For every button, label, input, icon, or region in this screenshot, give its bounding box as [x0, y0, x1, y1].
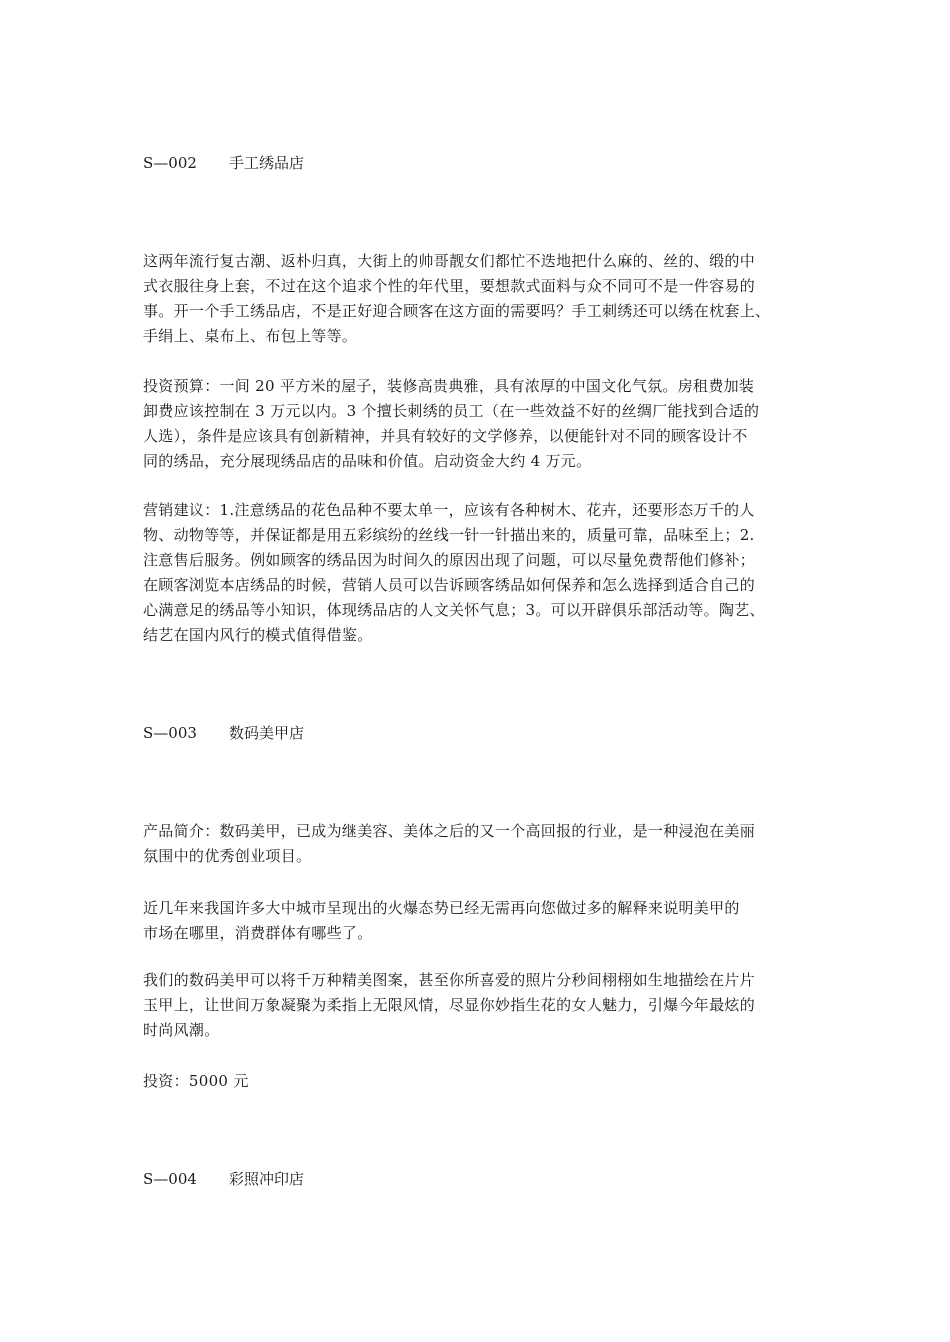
text-line: 式衣服往身上套，不过在这个追求个性的年代里，要想款式面料与众不同可不是一件容易的 — [143, 277, 756, 295]
section-heading — [143, 1169, 304, 1189]
section-title: 彩照冲印店 — [229, 1170, 305, 1188]
paragraph — [143, 968, 809, 1043]
paragraph — [143, 819, 809, 869]
section-code: S—004 — [143, 1170, 197, 1188]
text-line: 手绢上、桌布上、布包上等等。 — [143, 327, 358, 345]
text-line: 事。开一个手工绣品店，不是正好迎合顾客在这方面的需要吗？手工刺绣还可以绣在枕套上、 — [143, 302, 771, 320]
text-line: 时尚风潮。 — [143, 1021, 220, 1039]
paragraph — [143, 1069, 809, 1094]
text-line: 氛围中的优秀创业项目。 — [143, 847, 312, 865]
text-line: 近几年来我国许多大中城市呈现出的火爆态势已经无需再向您做过多的解释来说明美甲的 — [143, 899, 740, 917]
paragraph — [143, 249, 809, 349]
section-code: S—003 — [143, 724, 197, 742]
paragraph — [143, 374, 809, 474]
paragraph — [143, 498, 809, 648]
section-title: 手工绣品店 — [229, 154, 305, 172]
text-line: 人选），条件是应该具有创新精神，并具有较好的文学修养，以便能针对不同的顾客设计不 — [143, 427, 748, 445]
section-title: 数码美甲店 — [229, 724, 305, 742]
text-line: 卸费应该控制在 3 万元以内。3 个擅长刺绣的员工（在一些效益不好的丝绸厂能找到合适的 — [143, 402, 760, 420]
text-line: 投资：5000 元 — [143, 1072, 249, 1090]
text-line: 心满意足的绣品等小知识，体现绣品店的人文关怀气息；3。可以开辟俱乐部活动等。陶艺、 — [143, 601, 765, 619]
paragraph — [143, 896, 809, 946]
text-line: 我们的数码美甲可以将千万种精美图案，甚至你所喜爱的照片分秒间栩栩如生地描绘在片片 — [143, 971, 756, 989]
text-line: 投资预算：一间 20 平方米的屋子，装修高贵典雅，具有浓厚的中国文化气氛。房租费加装 — [143, 377, 755, 395]
text-line: 营销建议：1.注意绣品的花色品种不要太单一，应该有各种树木、花卉，还要形态万千的人 — [143, 501, 755, 519]
text-line: 注意售后服务。例如顾客的绣品因为时间久的原因出现了问题，可以尽量免费帮他们修补； — [143, 551, 756, 569]
text-line: 物、动物等等，并保证都是用五彩缤纷的丝线一针一针描出来的，质量可靠，品味至上；2. — [143, 526, 755, 544]
text-line: 结艺在国内风行的模式值得借鉴。 — [143, 626, 373, 644]
text-line: 市场在哪里，消费群体有哪些了。 — [143, 924, 373, 942]
text-line: 玉甲上，让世间万象凝聚为柔指上无限风情，尽显你妙指生花的女人魅力，引爆今年最炫的 — [143, 996, 756, 1014]
text-line: 同的绣品，充分展现绣品店的品味和价值。启动资金大约 4 万元。 — [143, 452, 592, 470]
section-code: S—002 — [143, 154, 197, 172]
text-line: 在顾客浏览本店绣品的时候，营销人员可以告诉顾客绣品如何保养和怎么选择到适合自己的 — [143, 576, 756, 594]
text-line: 产品简介：数码美甲，已成为继美容、美体之后的又一个高回报的行业，是一种浸泡在美丽 — [143, 822, 756, 840]
text-line: 这两年流行复古潮、返朴归真，大街上的帅哥靓女们都忙不迭地把什么麻的、丝的、缎的中 — [143, 252, 756, 270]
section-heading — [143, 153, 304, 173]
section-heading — [143, 723, 304, 743]
